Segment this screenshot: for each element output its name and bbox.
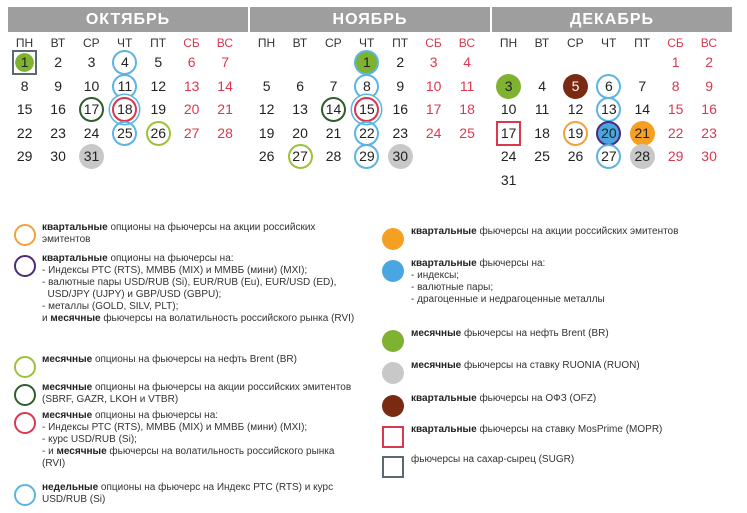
day-cell: 19 [150, 101, 167, 117]
day-cell: 9 [54, 77, 62, 94]
day-cell: 25 [459, 124, 475, 141]
day-cell: 6 [296, 77, 304, 94]
day-cell: 23 [50, 124, 66, 141]
legend-item-right-2: квартальные фьючерсы на: - индексы; - валютные пары; - драгоценные и недрагоценные металлы [411, 258, 605, 305]
day-cell: 17 [496, 121, 521, 146]
day-cell: 13 [292, 101, 308, 117]
legend-item-right-1: квартальные фьючерсы на акции российских эмитентов [411, 226, 679, 237]
legend-item-left-3: месячные опционы на фьючерсы на нефть Brent (BR) [42, 354, 297, 365]
weekday-label: СБ [183, 36, 200, 50]
day-cell: 21 [217, 101, 233, 117]
day-cell: 12 [150, 77, 167, 94]
legend-item-right-3: месячные фьючерсы на нефть Brent (BR) [411, 328, 609, 339]
day-cell: 4 [112, 50, 137, 75]
day-cell: 6 [187, 54, 196, 70]
month-title: НОЯБРЬ [250, 7, 490, 32]
day-cell: 29 [16, 148, 33, 164]
day-cell: 9 [396, 77, 405, 94]
day-cell: 12 [567, 101, 584, 117]
legend-item-right-6: квартальные фьючерсы на ставку MosPrime (MOPR) [411, 424, 663, 435]
day-cell: 31 [500, 171, 517, 188]
day-cell: 22 [354, 121, 379, 146]
day-cell: 29 [667, 148, 684, 164]
day-cell: 21 [630, 121, 655, 146]
legend-item-left-1: квартальные опционы на фьючерсы на акции российских эмитентов [42, 222, 316, 245]
legend-item-left-6: недельные опционы на фьючерс на Индекс РТС (RTS) и курс USD/RUB (Si) [42, 482, 334, 505]
day-cell: 28 [325, 148, 342, 164]
legend-fill-blue-icon [382, 260, 404, 282]
month-title: ОКТЯБРЬ [8, 7, 248, 32]
day-cell: 16 [701, 101, 717, 117]
legend-sq-slate-icon [382, 456, 404, 478]
day-cell: 24 [425, 124, 442, 141]
day-cell: 20 [292, 124, 308, 141]
day-cell: 31 [79, 144, 104, 169]
day-cell: 3 [87, 54, 96, 70]
day-cell: 2 [54, 54, 62, 70]
day-cell: 10 [425, 77, 442, 94]
legend-item-right-4: месячные фьючерсы на ставку RUONIA (RUON) [411, 360, 640, 371]
day-cell: 8 [20, 77, 29, 94]
day-cell: 16 [392, 101, 409, 117]
legend-fill-gray-icon [382, 362, 404, 384]
day-cell: 20 [183, 101, 200, 117]
day-cell: 10 [500, 101, 517, 117]
legend-fill-brown-icon [382, 395, 404, 417]
day-cell: 17 [425, 101, 442, 117]
day-cell: 11 [112, 74, 137, 99]
day-cell: 22 [667, 124, 684, 141]
weekday-label: ПТ [392, 36, 409, 50]
day-cell: 14 [634, 101, 651, 117]
day-cell: 15 [667, 101, 684, 117]
day-cell: 28 [217, 124, 233, 141]
legend-item-left-5: месячные опционы на фьючерсы на: - Индексы РТС (RTS), ММВБ (MIX) и ММВБ (мини) (MXI); - курс USD/RUB (Si); - и месячные фьючерсы на волатильность российского рынка (RVI) [42, 410, 335, 469]
day-cell: 30 [701, 148, 717, 164]
weekday-label: ВТ [292, 36, 308, 50]
legend-item-left-2: квартальные опционы на фьючерсы на: - Индексы РТС (RTS), ММВБ (MIX) и ММВБ (мини) (MXI); - валютные пары USD/RUB (Si), EUR/RUB (Eu), EUR/USD (ED), USD/JPY (UJPY) и GBP/USD (GBPU); - металлы (GOLD, SILV, PLT); и месячные фьючерсы на волатильность российского рынка (RVI) [42, 253, 355, 324]
day-cell: 8 [671, 77, 680, 94]
day-cell: 8 [354, 74, 379, 99]
month-title: ДЕКАБРЬ [492, 7, 732, 32]
day-cell: 3 [429, 54, 438, 70]
day-cell: 4 [463, 54, 471, 70]
weekday-label: СР [566, 36, 584, 50]
day-cell: 2 [396, 54, 405, 70]
day-cell: 4 [538, 77, 546, 94]
day-cell: 19 [258, 124, 275, 141]
day-cell: 1 [671, 54, 680, 70]
day-cell: 18 [534, 124, 550, 141]
weekday-label: ПН [499, 36, 518, 50]
legend-fill-orange-icon [382, 228, 404, 250]
month-3 [492, 7, 732, 187]
weekday-label: СР [324, 36, 342, 50]
day-cell: 30 [388, 144, 413, 169]
day-cell: 1 [354, 50, 379, 75]
day-cell: 7 [329, 77, 338, 94]
weekday-label: ВС [700, 36, 718, 50]
day-cell: 26 [146, 121, 171, 146]
weekday-label: ПН [15, 36, 34, 50]
day-cell: 25 [112, 121, 137, 146]
month-1 [8, 7, 248, 187]
day-cell: 27 [596, 144, 621, 169]
day-cell: 30 [50, 148, 66, 164]
month-2 [250, 7, 490, 187]
day-cell: 23 [701, 124, 717, 141]
weekday-label: ЧТ [601, 36, 617, 50]
weekday-label: ЧТ [359, 36, 375, 50]
day-cell: 10 [83, 77, 100, 94]
day-cell: 15 [16, 101, 33, 117]
day-cell: 21 [325, 124, 342, 141]
day-cell: 9 [705, 77, 713, 94]
day-cell: 22 [16, 124, 33, 141]
legend-ring-lime-icon [14, 356, 36, 378]
legend-ring-red-icon [14, 412, 36, 434]
legend-ring-blue-icon [14, 484, 36, 506]
legend-ring-purple-icon [14, 255, 36, 277]
day-cell: 11 [534, 101, 550, 117]
day-cell: 5 [154, 54, 163, 70]
day-cell: 6 [596, 74, 621, 99]
day-cell: 5 [262, 77, 271, 94]
day-cell: 7 [638, 77, 647, 94]
day-cell: 11 [459, 77, 475, 94]
day-cell: 23 [392, 124, 409, 141]
day-cell: 27 [183, 124, 200, 141]
day-cell: 27 [288, 144, 313, 169]
weekday-label: ПТ [634, 36, 651, 50]
weekday-label: ВТ [50, 36, 66, 50]
day-cell: 14 [217, 77, 233, 94]
day-cell: 15 [354, 97, 379, 122]
legend-fill-green-icon [382, 330, 404, 352]
day-cell: 17 [79, 97, 104, 122]
day-cell: 1 [12, 50, 37, 75]
legend-ring-orange-icon [14, 224, 36, 246]
weekday-label: ПТ [150, 36, 167, 50]
legend-sq-red-icon [382, 426, 404, 448]
legend-item-right-5: квартальные фьючерсы на ОФЗ (OFZ) [411, 393, 597, 404]
weekday-label: СБ [667, 36, 684, 50]
day-cell: 5 [563, 74, 588, 99]
legend-ring-dkgreen-icon [14, 384, 36, 406]
day-cell: 3 [496, 74, 521, 99]
day-cell: 28 [630, 144, 655, 169]
day-cell: 7 [221, 54, 229, 70]
legend-item-right-7: фьючерсы на сахар-сырец (SUGR) [411, 454, 575, 465]
weekday-label: ВС [458, 36, 476, 50]
day-cell: 18 [112, 97, 137, 122]
weekday-label: СБ [425, 36, 442, 50]
day-cell: 20 [596, 121, 621, 146]
day-cell: 24 [500, 148, 517, 164]
day-cell: 12 [258, 101, 275, 117]
day-cell: 13 [596, 97, 621, 122]
weekday-label: СР [82, 36, 100, 50]
day-cell: 2 [705, 54, 713, 70]
day-cell: 26 [567, 148, 584, 164]
day-cell: 25 [534, 148, 550, 164]
day-cell: 26 [258, 148, 275, 164]
day-cell: 19 [563, 121, 588, 146]
day-cell: 18 [459, 101, 475, 117]
day-cell: 29 [354, 144, 379, 169]
weekday-label: ПН [257, 36, 276, 50]
day-cell: 16 [50, 101, 66, 117]
day-cell: 13 [183, 77, 200, 94]
weekday-label: ВС [216, 36, 234, 50]
day-cell: 14 [321, 97, 346, 122]
weekday-label: ЧТ [117, 36, 133, 50]
legend-item-left-4: месячные опционы на фьючерсы на акции российских эмитентов (SBRF, GAZR, LKOH и VTBR) [42, 382, 352, 405]
day-cell: 24 [83, 124, 100, 141]
weekday-label: ВТ [534, 36, 550, 50]
